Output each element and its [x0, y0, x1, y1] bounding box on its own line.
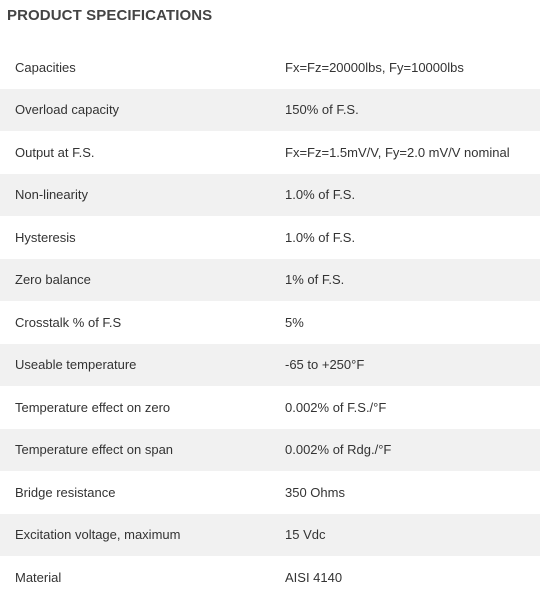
- spec-label: Temperature effect on zero: [15, 399, 171, 415]
- spec-value: -65 to +250°F: [285, 357, 365, 373]
- spec-value: Fx=Fz=1.5mV/V, Fy=2.0 mV/V nominal: [285, 144, 510, 160]
- spec-label: Useable temperature: [15, 357, 137, 373]
- spec-label: Temperature effect on span: [15, 442, 174, 458]
- spec-row-hysteresis: [0, 216, 540, 259]
- spec-value: AISI 4140: [285, 569, 343, 585]
- spec-value: 5%: [285, 314, 304, 330]
- spec-label: Hysteresis: [15, 229, 76, 245]
- spec-row-useable-temperature: [0, 344, 540, 387]
- spec-label: Excitation voltage, maximum: [15, 527, 181, 543]
- spec-value: 1% of F.S.: [285, 272, 345, 288]
- spec-row-capacities: [0, 46, 540, 89]
- spec-label: Capacities: [15, 59, 76, 75]
- spec-label: Output at F.S.: [15, 144, 95, 160]
- spec-label: Material: [15, 569, 62, 585]
- spec-label: Bridge resistance: [15, 484, 116, 500]
- spec-row-temperature-effect-span: [0, 429, 540, 472]
- spec-row-zero-balance: [0, 259, 540, 302]
- spec-table: [0, 46, 540, 599]
- spec-row-material: [0, 556, 540, 599]
- spec-value: 350 Ohms: [285, 484, 345, 500]
- spec-value: 15 Vdc: [285, 527, 326, 543]
- spec-row-temperature-effect-zero: [0, 386, 540, 429]
- spec-label: Overload capacity: [15, 102, 120, 118]
- spec-row-crosstalk: [0, 301, 540, 344]
- spec-value: 0.002% of F.S./°F: [285, 399, 387, 415]
- spec-row-overload-capacity: [0, 89, 540, 132]
- spec-value: 0.002% of Rdg./°F: [285, 442, 392, 458]
- spec-row-non-linearity: [0, 174, 540, 217]
- section-title: PRODUCT SPECIFICATIONS: [7, 7, 213, 24]
- spec-value: 150% of F.S.: [285, 102, 359, 118]
- spec-row-excitation-voltage: [0, 514, 540, 557]
- spec-value: 1.0% of F.S.: [285, 187, 356, 203]
- spec-label: Crosstalk % of F.S: [15, 314, 122, 330]
- spec-label: Zero balance: [15, 272, 91, 288]
- spec-row-bridge-resistance: [0, 471, 540, 514]
- spec-value: Fx=Fz=20000lbs, Fy=10000lbs: [285, 59, 464, 75]
- spec-label: Non-linearity: [15, 187, 88, 203]
- spec-row-output-at-fs: [0, 131, 540, 174]
- spec-value: 1.0% of F.S.: [285, 229, 356, 245]
